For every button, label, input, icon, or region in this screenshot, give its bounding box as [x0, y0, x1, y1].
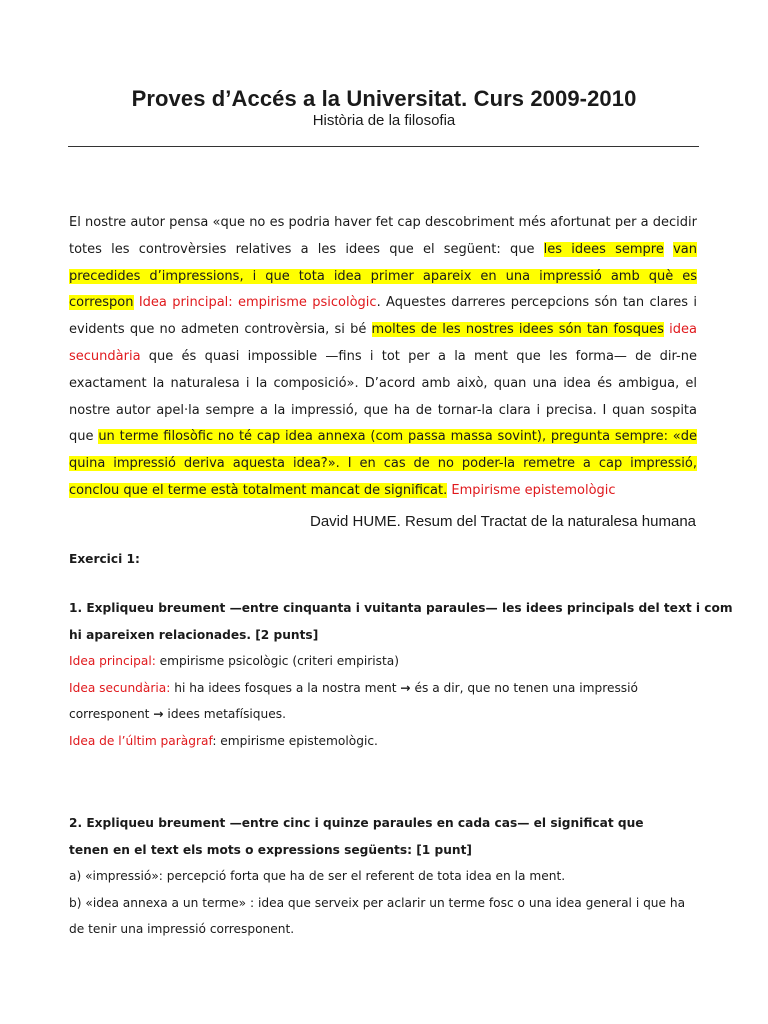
question-2-line-1: 2. Expliqueu breument —entre cinc i quinze paraules en cada cas— el significat que [69, 816, 644, 830]
question-1-line-2: hi apareixen relacionades. [2 punts] [69, 627, 319, 642]
annotation-epistemological: Empirisme epistemològic [451, 482, 616, 498]
answer-text: : empirisme epistemològic. [212, 733, 378, 748]
question-1 [69, 595, 733, 754]
passage-text [664, 242, 673, 257]
highlighted-text: van precedides d’impressions, i que tota idea primer apareix en una impressió amb què es [69, 241, 697, 284]
answer-text: hi ha idees fosques a la nostra ment [170, 680, 401, 695]
answer-text: empirisme psicològic (criteri empirista) [155, 654, 399, 668]
header-divider [68, 146, 699, 147]
answer-secondary-idea [69, 675, 699, 702]
answer-secondary-idea-cont [69, 701, 699, 728]
answer-text: idees metafísiques. [163, 707, 286, 721]
highlighted-text: les idees sempre [543, 241, 664, 257]
answer-label: Idea principal: [69, 654, 156, 668]
answer-text: és a dir, que no tenen una impressió [410, 680, 638, 695]
right-arrow-icon: → [153, 707, 164, 721]
passage-text: El nostre autor pensa «que no es podria haver fet cap descobriment més afortunat per a decidir totes les controvèrsies relatives a les idees que el següent: que [69, 215, 697, 257]
highlighted-text: un terme filosòfic no té cap idea annexa (com passa massa sovint), pregunta sempre: «de quina impressió deriva aquesta idea?». I en cas de no poder-la remetre a cap impressió, conclou que el terme està totalment mancat de significat. [69, 429, 697, 498]
answer-label: Idea de l’últim paràgraf [69, 733, 213, 748]
exercise-heading: Exercici 1: [69, 552, 140, 566]
answer-a: a) «impressió»: percepció forta que ha de ser el referent de tota idea en la ment. [69, 869, 566, 883]
document-subtitle: Història de la filosofia [312, 112, 456, 129]
annotation-secondary-idea: idea secundària [69, 322, 697, 364]
answer-label: Idea secundària: [69, 680, 171, 695]
source-attribution: David HUME. Resum del Tractat de la naturalesa humana [309, 513, 696, 530]
passage-text: que és quasi impossible —fins i tot per a la ment que les forma— de dir-ne exactament la naturalesa i la composició». D’acord amb això, quan una idea és ambigua, el nostre autor apel·la sempre a la impressió, que ha de tornar-la clara i precisa. I quan sospita que [69, 348, 697, 445]
answer-last-paragraph [69, 728, 699, 755]
highlighted-text: moltes de les nostres idees són tan fosques [371, 322, 664, 338]
annotation-main-idea: Idea principal: empirisme psicològic [138, 295, 377, 311]
question-1-line-1: 1. Expliqueu breument —entre cinquanta i vuitanta paraules— les idees principals del text i com [69, 601, 733, 615]
answer-text: corresponent [69, 707, 154, 721]
question-2-line-2: tenen en el text els mots o expressions següents: [1 punt] [69, 842, 472, 857]
right-arrow-icon: → [400, 680, 411, 695]
answer-b-line-2: de tenir una impressió corresponent. [69, 922, 295, 936]
answer-main-idea [69, 648, 699, 675]
question-2 [69, 810, 699, 943]
source-text-passage [69, 210, 697, 505]
document-header [0, 86, 768, 130]
passage-text: . Aquestes darreres percepcions són tan clares i evidents que no admeten controvèrsia, si bé [69, 295, 697, 338]
document-title: Proves d’Accés a la Universitat. Curs 2009-2010 [131, 86, 637, 111]
highlighted-text: correspon [69, 295, 134, 311]
answer-b-line-1: b) «idea annexa a un terme» : idea que serveix per aclarir un terme fosc o una idea general i que ha [69, 895, 686, 910]
